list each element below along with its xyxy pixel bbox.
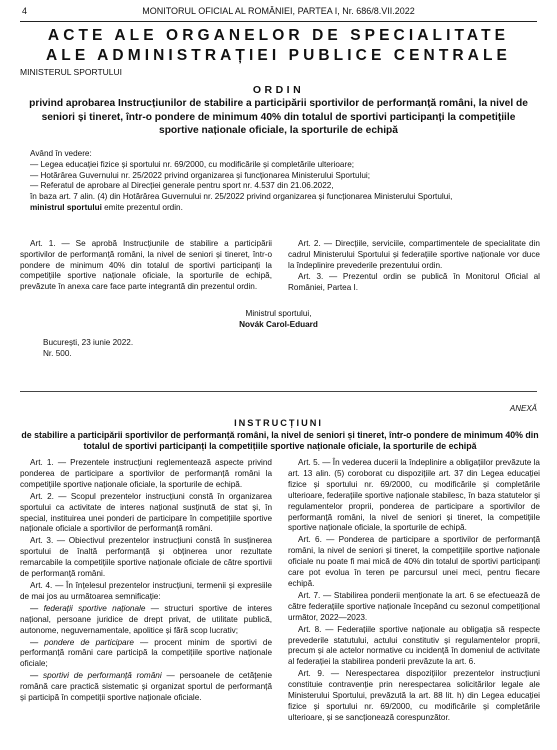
ordin-heading: ORDIN — [252, 84, 305, 96]
section-title — [0, 26, 557, 66]
article-paragraph: Art. 4. — În înțelesul prezentelor instrucțiuni, termenii și expresiile de mai jos au următoarea semnificație: — [20, 580, 272, 601]
ordin-right-column — [288, 239, 540, 295]
preamble-line: — Hotărârea Guvernului nr. 25/2022 privind organizarea și funcționarea Ministerului Sportului; — [30, 170, 370, 180]
article-paragraph: Art. 1. — Prezentele instrucțiuni reglementează aspecte privind ponderea de participare a sportivilor de performanță români la competițiile sportive naționale oficiale, la sporturile de echipă. — [20, 458, 272, 489]
issuer-line — [30, 203, 535, 214]
definition-item — [20, 638, 272, 671]
issuer-rest: emite prezentul ordin. — [101, 202, 183, 212]
ordin-articles — [20, 239, 540, 295]
article-paragraph: Art. 7. — Stabilirea ponderii menționate la art. 6 se efectuează de către federațiile sportive naționale începând cu sezonul competițional următor, 2022—2023. — [288, 590, 540, 622]
article-paragraph: Art. 2. — Direcțiile, serviciile, compartimentele de specialitate din cadrul Ministerului Sportului și federațiile sportive naționale vor duce la îndeplinire prevederile prezentului ordin. — [288, 239, 540, 270]
article-paragraph: Art. 3. — Prezentul ordin se publică în Monitorul Oficial al României, Partea I. — [288, 272, 540, 293]
definition-term: — federații sportive naționale — [30, 603, 146, 613]
signature-block — [0, 308, 557, 330]
order-number: Nr. 500. — [43, 349, 72, 358]
preamble-line: în baza art. 7 alin. (4) din Hotărârea Guvernului nr. 25/2022 privind organizarea și funcționarea Ministerului Sportului, — [30, 192, 453, 202]
section-divider — [20, 391, 537, 392]
signer-name: Novák Carol-Eduard — [239, 320, 318, 329]
article-paragraph: Art. 8. — Federațiile sportive naționale au obligația să respecte prevederile statutului, actului constitutiv și regulamentelor proprii, precum și ale actelor normative cu incidență în domeniul de activitate al federației la stabilirea ponderii prevăzute la art. 6. — [288, 624, 540, 667]
ordin-preamble — [30, 149, 535, 214]
definition-text: — persoanele de cetățenie română care practică sistematic și organizat sportul de performanță și participă în competiții sportive naționale oficiale. — [20, 671, 273, 703]
preamble-line: — Legea educației fizice și sportului nr. 69/2000, cu modificările și completările ulterioare; — [30, 159, 355, 169]
definition-term: — sportivi de performanță români — [30, 671, 162, 681]
instructions-right-column — [288, 458, 540, 725]
instructions-articles — [20, 458, 540, 725]
instructions-left-column — [20, 458, 272, 725]
article-paragraph: Art. 9. — Nerespectarea dispozițiilor prezentelor instrucțiuni constituie contravenție prin nerespectarea solicitărilor legale ale Ministerului Sportului, prevăzută la art. 88 lit. h) din Legea educației fizice și sportului nr. 69/2000, cu modificările și completările ulterioare, și se sancționează corespunzător. — [288, 669, 540, 722]
running-title: MONITORUL OFICIAL AL ROMÂNIEI, PARTEA I, Nr. 686/8.VII.2022 — [142, 6, 415, 16]
header-rule — [20, 21, 537, 22]
article-paragraph: Art. 6. — Ponderea de participare a sportivilor de performanță români, la nivel de seniori și tineret, la competițiile sportive naționale oficiale nu poate fi mai mică de 40% din totalul de sportivi participanți care pot evolua în teren pe parcursul unei meci, pentru fiecare echipă. — [288, 535, 540, 588]
page-header — [0, 6, 557, 20]
ordin-title: privind aprobarea Instrucțiunilor de stabilire a participării sportivilor de performanță români, la nivel de seniori și tineret, într-o pondere de minimum 40% din totalul de sportivi participanți la competițiile sportive naționale oficiale, la sporturile de echipă — [29, 98, 528, 136]
definition-term: — pondere de participare — [30, 637, 134, 647]
preamble-line: — Referatul de aprobare al Direcției generale pentru sport nr. 4.537 din 21.06.2022, — [30, 181, 334, 191]
definition-text: — structuri sportive de interes național, persoane juridice de drept privat, de utilitate publică, autonome, neguvernamentale, apolitice și fără scop lucrativ; — [20, 603, 272, 635]
annex-label: ANEXĂ — [509, 404, 537, 413]
ministry-name: MINISTERUL SPORTULUI — [20, 67, 123, 77]
ordin-left-column — [20, 239, 272, 295]
instructions-subtitle: de stabilire a participării sportivilor de performanță români, la nivel de seniori și tineret, într-o pondere de minimum 40% din totalul de sportivi participanți la competițiile sportive naționale oficiale, la sporturile de echipă — [21, 430, 539, 451]
article-paragraph: Art. 1. — Se aprobă Instrucțiunile de stabilire a participării sportivilor de performanță români, la nivel de seniori și tineret, într-o pondere de minimum 40% din totalul de sportivi participanți la competițiile sportive naționale oficiale, la sporturile de echipă, prevăzute în anexa care face parte integrantă din prezentul ordin. — [20, 239, 272, 292]
definition-item — [20, 671, 272, 704]
definition-text: — procent minim de sportivi de performanță români care participă la competițiile sportive naționale oficiale; — [20, 637, 272, 669]
place-date: București, 23 iunie 2022. — [43, 338, 134, 347]
issuer-bold: ministrul sportului — [30, 202, 102, 212]
section-title-line-1: ACTE ALE ORGANELOR DE SPECIALITATE — [47, 27, 510, 44]
article-paragraph: Art. 3. — Obiectivul prezentelor instrucțiuni constă în susținerea sportului de înaltă performanță și obținerea unor rezultate remarcabile la competițiile sportive naționale oficiale de către sportivii de performanță români. — [20, 536, 272, 579]
instructions-heading: INSTRUCȚIUNI — [234, 418, 323, 428]
page-number: 4 — [22, 6, 28, 16]
section-title-line-2: ALE ADMINISTRAȚIEI PUBLICE CENTRALE — [46, 47, 511, 64]
article-paragraph: Art. 2. — Scopul prezentelor instrucțiuni constă în organizarea sportului ca activitate de interes național susținută de stat și, în special, instituirea unei ponderi de participare în competițiile sportive naționale oficiale a sportivilor de performanță români. — [20, 491, 272, 534]
preamble-line: Având în vedere: — [30, 149, 92, 158]
article-paragraph: Art. 5. — În vederea ducerii la îndeplinire a obligațiilor prevăzute la art. 13 alin. (5) coroborat cu dispozițiile art. 37 din Legea educației fizice și sportului nr. 69/2000, cu modificările și completările ulterioare, federațiile sportive naționale stabilesc, în baza statutelor și regulamentelor proprii, ponderea de participare a sportivilor de performanță români, la nivel de seniori și tineret, la competițiile sportive naționale oficiale, la sporturile de echipă. — [288, 458, 540, 533]
definition-item — [20, 604, 272, 637]
signer-role: Ministrul sportului, — [245, 309, 312, 318]
place-date-block — [43, 337, 133, 359]
